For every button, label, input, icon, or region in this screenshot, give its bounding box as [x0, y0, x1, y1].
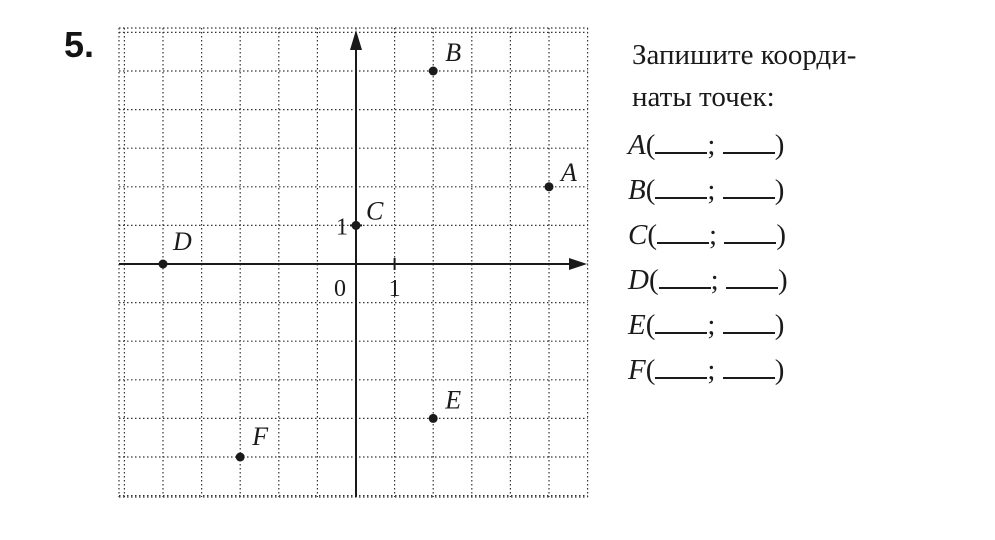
answer-letter: C [628, 219, 648, 251]
separator: ; [710, 264, 719, 296]
point-f [236, 453, 245, 462]
point-b [429, 67, 438, 76]
separator: ; [709, 219, 718, 251]
point-label-d: D [173, 227, 192, 256]
x-unit-label: 1 [388, 276, 401, 302]
answer-row-d [628, 261, 788, 306]
open-paren: ( [645, 129, 656, 161]
y-answer-field[interactable] [723, 126, 775, 154]
grid-lines [119, 28, 588, 497]
task-text [632, 34, 856, 118]
answer-row-e [628, 306, 788, 351]
separator: ; [707, 174, 716, 206]
answer-row-a [628, 126, 788, 171]
y-answer-field[interactable] [723, 351, 775, 379]
origin-label: 0 [334, 276, 346, 302]
point-label-f: F [252, 422, 269, 451]
x-answer-field[interactable] [655, 171, 707, 199]
separator: ; [707, 309, 716, 341]
close-paren: ) [774, 129, 785, 161]
axes [119, 30, 587, 497]
close-paren: ) [776, 219, 786, 251]
exercise-number: 5. [64, 24, 95, 65]
close-paren: ) [774, 354, 785, 386]
answer-letter: A [628, 129, 646, 161]
y-answer-field[interactable] [723, 171, 775, 199]
answer-letter: B [628, 174, 646, 206]
axis-labels [334, 214, 401, 302]
point-a [545, 182, 554, 191]
answer-list [628, 126, 788, 396]
task-line-2: наты точек: [632, 81, 775, 113]
answer-letter: E [628, 309, 646, 341]
separator: ; [707, 129, 716, 161]
x-answer-field[interactable] [655, 126, 707, 154]
answer-row-f [628, 351, 788, 396]
y-answer-field[interactable] [724, 216, 776, 244]
x-answer-field[interactable] [655, 306, 707, 334]
answer-letter: D [628, 264, 649, 296]
points [159, 38, 578, 462]
point-label-a: A [561, 157, 577, 187]
x-answer-field[interactable] [659, 261, 711, 289]
point-label-c: C [366, 196, 384, 226]
close-paren: ) [777, 264, 788, 296]
answer-letter: F [628, 354, 646, 386]
point-e [429, 414, 438, 423]
x-answer-field[interactable] [655, 351, 707, 379]
open-paren: ( [647, 219, 658, 251]
task-line-1: Запишите коорди- [632, 39, 857, 71]
x-axis-arrow [569, 258, 587, 270]
point-label-e: E [445, 385, 462, 415]
y-unit-label: 1 [336, 214, 348, 241]
open-paren: ( [645, 174, 656, 206]
answer-row-c [628, 216, 788, 261]
point-c [352, 221, 361, 230]
close-paren: ) [774, 174, 785, 206]
close-paren: ) [774, 309, 785, 341]
point-label-b: B [445, 38, 462, 67]
answer-row-b [628, 171, 788, 216]
x-answer-field[interactable] [657, 216, 709, 244]
separator: ; [707, 354, 716, 386]
open-paren: ( [648, 264, 659, 296]
open-paren: ( [645, 309, 656, 341]
y-answer-field[interactable] [726, 261, 778, 289]
point-d [159, 260, 168, 269]
y-answer-field[interactable] [723, 306, 775, 334]
open-paren: ( [645, 354, 656, 386]
